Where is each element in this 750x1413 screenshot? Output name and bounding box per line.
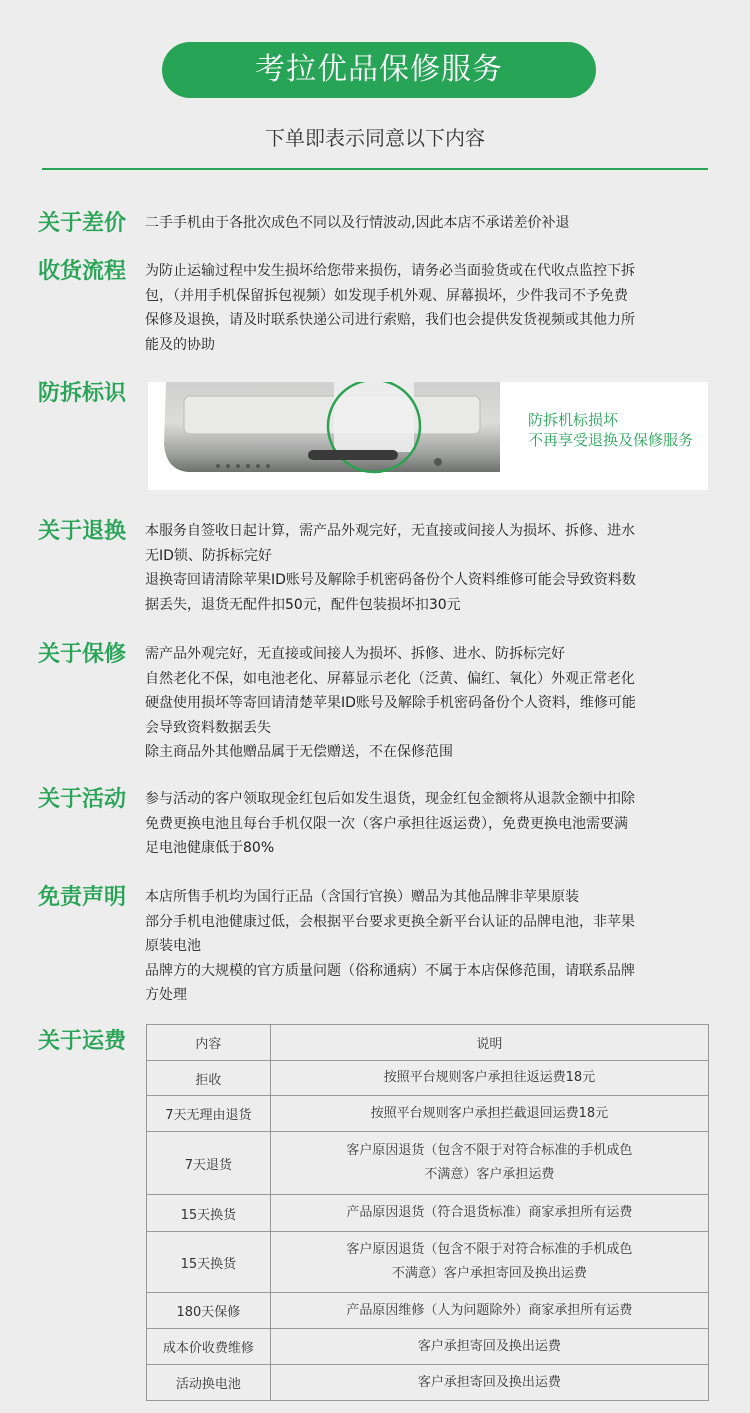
table-cell-desc	[270, 1132, 708, 1195]
desc-line: 不满意）客户承担寄回及换出运费	[391, 1266, 587, 1281]
section-title: 关于保修	[38, 642, 127, 667]
text-line: 会导致资料数据丢失	[145, 719, 271, 736]
table-row	[147, 1096, 709, 1132]
table-cell-desc	[270, 1329, 708, 1365]
table-cell-desc	[270, 1232, 708, 1293]
text-line: 自然老化不保，如电池老化、屏幕显示老化（泛黄、偏红、氧化）外观正常老化	[145, 670, 635, 687]
section-title: 关于运费	[38, 1029, 127, 1054]
text-line: 原装电池	[145, 938, 201, 954]
desc-line: 客户原因退货（包含不限于对符合标准的手机成色	[346, 1242, 633, 1257]
text-line: 方处理	[145, 987, 187, 1003]
table-row	[147, 1132, 709, 1195]
table-cell-item: 7天无理由退货	[147, 1096, 271, 1132]
desc-line: 客户承担寄回及换出运费	[417, 1374, 561, 1390]
table-header-cell: 内容	[147, 1025, 271, 1061]
section-title: 关于差价	[38, 211, 127, 236]
section-title: 免责声明	[38, 885, 127, 910]
table-header-row	[147, 1025, 709, 1061]
text-line: 为防止运输过程中发生损坏给您带来损伤，请务必当面验货或在代收点监控下拆	[145, 263, 635, 279]
desc-line: 按照平台规则客户承担往返运费18元	[383, 1070, 596, 1085]
text-line: 免费更换电池且每台手机仅限一次（客户承担往返运费），免费更换电池需要满	[145, 815, 628, 832]
text-line: 参与活动的客户领取现金红包后如发生退货，现金红包金额将从退款金额中扣除	[145, 791, 635, 807]
section-title: 关于活动	[38, 787, 127, 812]
text-line: 足电池健康低于80%	[145, 840, 275, 856]
section-body	[145, 211, 715, 236]
section-title: 防拆标识	[38, 381, 127, 406]
table-cell-item: 活动换电池	[147, 1365, 271, 1401]
seal-note-line: 防拆机标损坏	[528, 411, 619, 429]
text-line: 二手手机由于各批次成色不同以及行情波动,因此本店不承诺差价补退	[145, 215, 570, 231]
table-cell-item: 拒收	[147, 1061, 271, 1096]
desc-line: 产品原因维修（人为问题除外）商家承担所有运费	[346, 1302, 633, 1318]
table-row	[147, 1293, 709, 1329]
page-banner: 考拉优品保修服务	[162, 42, 596, 98]
desc-line: 不满意）客户承担运费	[424, 1167, 555, 1182]
text-line: 退换寄回请清除苹果ID账号及解除手机密码备份个人资料维修可能会导致资料数	[145, 572, 636, 588]
text-line: 本服务自签收日起计算，需产品外观完好，无直接或间接人为损坏、拆修、进水	[145, 523, 635, 539]
text-line: 据丢失，退货无配件扣50元，配件包装损坏扣30元	[145, 596, 461, 613]
table-row	[147, 1232, 709, 1293]
table-header-cell: 说明	[270, 1025, 708, 1061]
table-cell-item: 15天换货	[147, 1195, 271, 1232]
table-cell-item: 成本价收费维修	[147, 1329, 271, 1365]
header-divider	[42, 168, 708, 170]
table-row	[147, 1195, 709, 1232]
section-body	[145, 642, 715, 765]
section-body	[145, 787, 715, 861]
text-line: 本店所售手机均为国行正品（含国行官换）赠品为其他品牌非苹果原装	[145, 889, 579, 905]
section-body	[145, 885, 715, 1008]
text-line: 部分手机电池健康过低，会根据平台要求更换全新平台认证的品牌电池，非苹果	[145, 913, 635, 930]
table-cell-item: 7天退货	[147, 1132, 271, 1195]
table-cell-item: 15天换货	[147, 1232, 271, 1293]
page-subtitle: 下单即表示同意以下内容	[265, 126, 485, 150]
seal-warning-note	[528, 410, 693, 450]
text-line: 需产品外观完好，无直接或间接人为损坏、拆修、进水、防拆标完好	[145, 646, 565, 662]
text-line: 保修及退换，请及时联系快递公司进行索赔，我们也会提供发货视频或其他力所	[145, 312, 635, 328]
text-line: 包，（并用手机保留拆包视频）如发现手机外观、屏幕损坏，少件我司不予免费	[145, 287, 628, 304]
table-cell-item: 180天保修	[147, 1293, 271, 1329]
text-line: 除主商品外其他赠品属于无偿赠送，不在保修范围	[145, 744, 453, 760]
desc-line: 客户原因退货（包含不限于对符合标准的手机成色	[346, 1143, 633, 1158]
table-cell-desc	[270, 1293, 708, 1329]
shipping-fee-table	[146, 1024, 709, 1401]
section-title: 收货流程	[38, 259, 127, 284]
table-row	[147, 1365, 709, 1401]
table-row	[147, 1061, 709, 1096]
section-title: 关于退换	[38, 519, 127, 544]
section-body	[145, 519, 715, 617]
desc-line: 产品原因退货（符合退货标准）商家承担所有运费	[346, 1205, 633, 1220]
table-cell-desc	[270, 1061, 708, 1096]
desc-line: 客户承担寄回及换出运费	[417, 1338, 561, 1354]
text-line: 无ID锁、防拆标完好	[145, 547, 272, 564]
seal-note-line: 不再享受退换及保修服务	[528, 431, 694, 449]
seal-photo	[148, 382, 708, 490]
desc-line: 按照平台规则客户承担拦截退回运费18元	[370, 1105, 609, 1121]
table-cell-desc	[270, 1195, 708, 1232]
table-cell-desc	[270, 1096, 708, 1132]
table-cell-desc	[270, 1365, 708, 1401]
section-body	[145, 259, 715, 357]
text-line: 能及的协助	[145, 336, 215, 353]
text-line: 硬盘使用损坏等寄回请清楚苹果ID账号及解除手机密码备份个人资料，维修可能	[145, 695, 636, 711]
text-line: 品牌方的大规模的官方质量问题（俗称通病）不属于本店保修范围，请联系品牌	[145, 962, 635, 979]
table-row	[147, 1329, 709, 1365]
